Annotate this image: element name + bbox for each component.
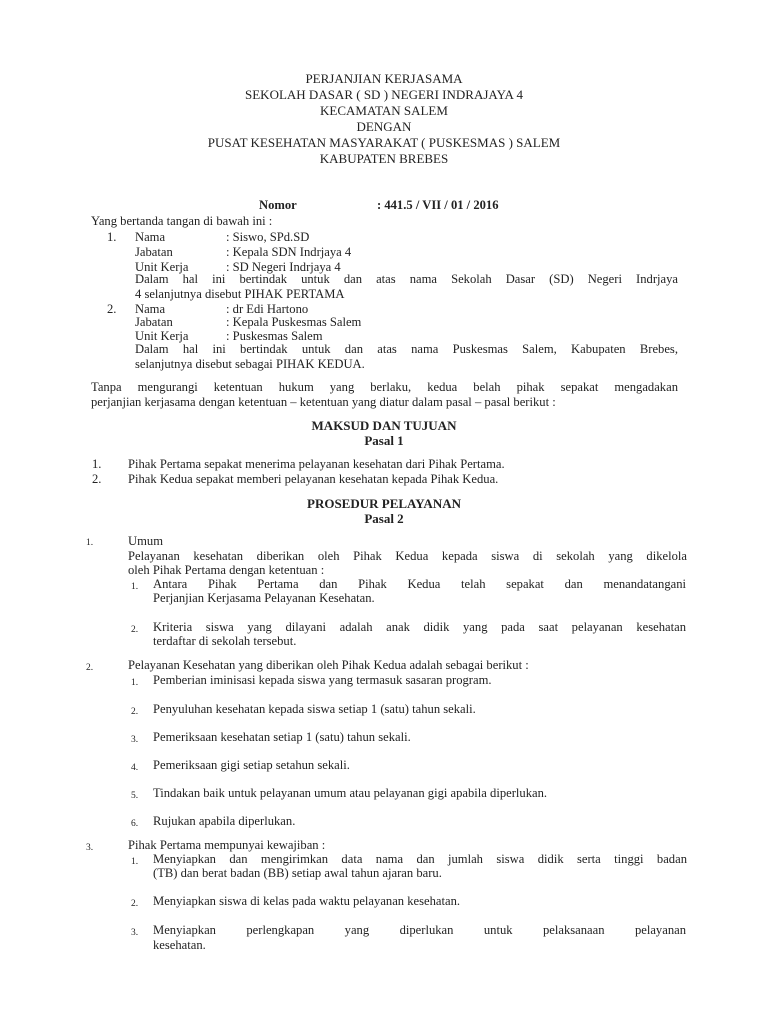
party-unit-label: Unit Kerja	[135, 329, 189, 343]
sub-list-item: Antara Pihak Pertama dan Pihak Kedua telah sepakat dan menandatangani	[153, 577, 686, 591]
preamble-text: Tanpa mengurangi ketentuan hukum yang berlaku, kedua belah pihak sepakat mengadakan	[91, 380, 678, 394]
party-name-label: Nama	[135, 230, 166, 244]
list-number: 1.	[92, 457, 102, 471]
nomor-label: Nomor	[259, 198, 297, 212]
section-title: MAKSUD DAN TUJUAN	[311, 418, 457, 433]
sub-list-item: Menyiapkan perlengkapan yang diperlukan untuk pelaksanaan pelayanan	[153, 923, 686, 937]
sub-list-item: Pemeriksaan gigi setiap setahun sekali.	[153, 758, 350, 772]
party-description: Dalam hal ini bertindak untuk dan atas nama Puskesmas Salem, Kabupaten Brebes,	[135, 342, 678, 356]
sub-list-item-cont: kesehatan.	[153, 938, 206, 952]
sub-list-item-cont: (TB) dan berat badan (BB) setiap awal tahun ajaran baru.	[153, 866, 442, 880]
header-puskesmas: PUSAT KESEHATAN MASYARAKAT ( PUSKESMAS ) SALEM	[207, 135, 561, 150]
sub-list-item: Tindakan baik untuk pelayanan umum atau pelayanan gigi apabila diperlukan.	[153, 786, 548, 800]
party-description-cont: 4 selanjutnya disebut PIHAK PERTAMA	[135, 287, 345, 301]
party-name-value: : dr Edi Hartono	[226, 302, 309, 316]
sub-list-item-cont: Perjanjian Kerjasama Pelayanan Kesehatan.	[153, 591, 375, 605]
party-number: 1.	[107, 230, 117, 244]
party-description-cont: selanjutnya disebut sebagai PIHAK KEDUA.	[135, 357, 365, 371]
party-number: 2.	[107, 302, 117, 316]
list-number: 2.	[86, 663, 94, 673]
party-position-value: : Kepala SDN Indrjaya 4	[226, 245, 352, 259]
sub-list-number: 2.	[131, 899, 139, 909]
nomor-value: : 441.5 / VII / 01 / 2016	[377, 198, 499, 212]
section-title: PROSEDUR PELAYANAN	[307, 496, 461, 511]
sub-list-item: Pemeriksaan kesehatan setiap 1 (satu) tahun sekali.	[153, 730, 411, 744]
party-unit-value: : SD Negeri Indrjaya 4	[226, 260, 341, 274]
sub-list-item: Penyuluhan kesehatan kepada siswa setiap 1 (satu) tahun sekali.	[153, 702, 476, 716]
sub-list-number: 3.	[131, 928, 139, 938]
paragraph: Pihak Pertama mempunyai kewajiban :	[128, 838, 326, 852]
sub-list-number: 3.	[131, 735, 139, 745]
sub-list-item-cont: terdaftar di sekolah tersebut.	[153, 634, 297, 648]
section-pasal: Pasal 2	[364, 511, 404, 526]
sub-list-number: 6.	[131, 819, 139, 829]
sub-list-number: 5.	[131, 791, 139, 801]
intro-text: Yang bertanda tangan di bawah ini :	[91, 214, 273, 228]
party-name-value: : Siswo, SPd.SD	[226, 230, 310, 244]
list-item: Pihak Pertama sepakat menerima pelayanan kesehatan dari Pihak Pertama.	[128, 457, 505, 471]
subsection-title: Umum	[128, 534, 163, 548]
sub-list-number: 2.	[131, 707, 139, 717]
list-number: 3.	[86, 843, 94, 853]
sub-list-item: Rujukan apabila diperlukan.	[153, 814, 296, 828]
paragraph: Pelayanan Kesehatan yang diberikan oleh Pihak Kedua adalah sebagai berikut :	[128, 658, 529, 672]
party-unit-label: Unit Kerja	[135, 260, 189, 274]
party-name-label: Nama	[135, 302, 166, 316]
sub-list-number: 1.	[131, 582, 139, 592]
header-title: PERJANJIAN KERJASAMA	[305, 71, 463, 86]
party-position-label: Jabatan	[135, 315, 173, 329]
list-item: Pihak Kedua sepakat memberi pelayanan kesehatan kepada Pihak Kedua.	[128, 472, 499, 486]
party-position-label: Jabatan	[135, 245, 173, 259]
sub-list-number: 1.	[131, 857, 139, 867]
preamble-text-cont: perjanjian kerjasama dengan ketentuan – ketentuan yang diatur dalam pasal – pasal berikut :	[91, 395, 556, 409]
party-unit-value: : Puskesmas Salem	[226, 329, 323, 343]
sub-list-item: Kriteria siswa yang dilayani adalah anak didik yang pada saat pelayanan kesehatan	[153, 620, 686, 634]
sub-list-number: 4.	[131, 763, 139, 773]
paragraph: Pelayanan kesehatan diberikan oleh Pihak Kedua kepada siswa di sekolah yang dikelola	[128, 549, 687, 563]
header-district: KECAMATAN SALEM	[320, 103, 448, 118]
sub-list-item: Menyiapkan siswa di kelas pada waktu pelayanan kesehatan.	[153, 894, 461, 908]
party-position-value: : Kepala Puskesmas Salem	[226, 315, 362, 329]
list-number: 2.	[92, 472, 102, 486]
party-description: Dalam hal ini bertindak untuk dan atas nama Sekolah Dasar (SD) Negeri Indrjaya	[135, 272, 678, 286]
sub-list-item: Pemberian iminisasi kepada siswa yang termasuk sasaran program.	[153, 673, 492, 687]
sub-list-number: 1.	[131, 678, 139, 688]
paragraph-cont: oleh Pihak Pertama dengan ketentuan :	[128, 563, 325, 577]
sub-list-number: 2.	[131, 625, 139, 635]
header-regency: KABUPATEN BREBES	[319, 151, 449, 166]
list-number: 1.	[86, 538, 94, 548]
header-with: DENGAN	[356, 119, 412, 134]
section-pasal: Pasal 1	[364, 433, 404, 448]
header-school: SEKOLAH DASAR ( SD ) NEGERI INDRAJAYA 4	[245, 87, 523, 102]
sub-list-item: Menyiapkan dan mengirimkan data nama dan jumlah siswa didik serta tinggi badan	[153, 852, 687, 866]
